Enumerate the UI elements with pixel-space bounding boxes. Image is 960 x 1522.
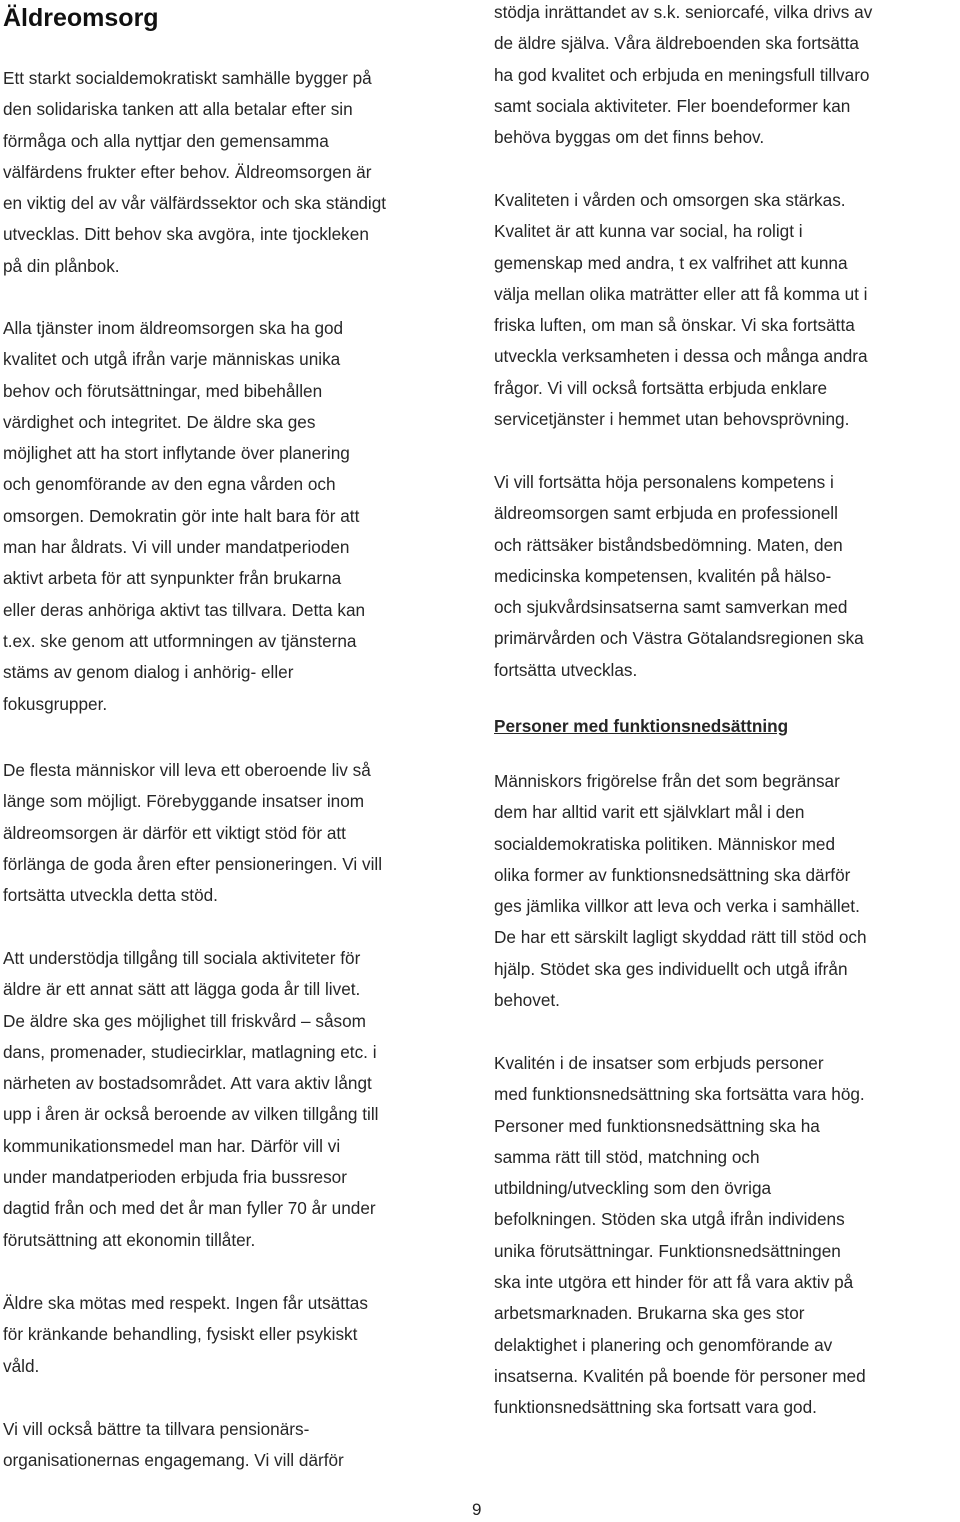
text-line: med funktionsnedsättning ska fortsätta vara hög.	[494, 1084, 865, 1105]
text-line: omsorgen. Demokratin gör inte halt bara för att	[3, 505, 360, 526]
text-line: länge som möjligt. Förebyggande insatser inom	[3, 791, 365, 812]
text-line: under mandatperioden erbjuda fria bussresor	[3, 1167, 347, 1188]
text-line: välfärdens frukter efter behov. Äldreomsorgen är	[3, 161, 372, 182]
text-line: medicinska kompetensen, kvalitén på hälso-	[494, 565, 832, 586]
text-line: ges jämlika villkor att leva och verka i samhället.	[494, 896, 860, 917]
text-line: och genomförande av den egna vården och	[3, 474, 336, 495]
text-line: den solidariska tanken att alla betalar efter sin	[3, 99, 353, 120]
left-paragraph-6	[3, 1414, 344, 1477]
text-line: befolkningen. Stöden ska utgå ifrån individens	[494, 1209, 845, 1230]
text-line: Alla tjänster inom äldreomsorgen ska ha god	[3, 318, 344, 338]
page-number: 9	[472, 1500, 482, 1519]
text-line: Ett starkt socialdemokratiskt samhälle bygger på	[3, 68, 372, 88]
text-line: Kvalitet är att kunna var social, ha roligt i	[494, 221, 803, 242]
left-paragraph-4	[3, 943, 378, 1256]
text-line: funktionsnedsättning ska fortsatt vara god.	[494, 1397, 817, 1418]
text-line: insatserna. Kvalitén på boende för personer med	[494, 1365, 866, 1386]
text-line: närheten av bostadsområdet. Att vara aktiv långt	[3, 1073, 372, 1094]
left-paragraph-5	[3, 1288, 368, 1382]
text-line: de äldre själva. Våra äldreboenden ska fortsätta	[494, 33, 859, 54]
text-line: förlänga de goda åren efter pensioneringen. Vi vill	[3, 853, 383, 874]
text-line: och sjukvårdsinsatserna samt samverkan med	[494, 597, 848, 618]
left-paragraph-3	[3, 755, 382, 911]
text-line: De äldre ska ges möjlighet till friskvård – såsom	[3, 1010, 366, 1031]
text-line: gemenskap med andra, t ex valfrihet att kunna	[494, 252, 848, 273]
text-line: arbetsmarknaden. Brukarna ska ges stor	[494, 1303, 805, 1324]
text-line: De har ett särskilt lagligt skyddad rätt till stöd och	[494, 927, 867, 948]
text-line: hjälp. Stödet ska ges individuellt och utgå ifrån	[494, 958, 848, 979]
text-line: upp i åren är också beroende av vilken tillgång till	[3, 1104, 379, 1125]
text-line: Människors frigörelse från det som begränsar	[494, 771, 840, 791]
text-line: äldre är ett annat sätt att lägga goda år till livet.	[3, 979, 361, 1000]
text-line: Personer med funktionsnedsättning ska ha	[494, 1115, 820, 1136]
text-line: behovet.	[494, 990, 560, 1011]
right-paragraph-3	[494, 467, 864, 686]
text-line: kvalitet och utgå ifrån varje människas unika	[3, 349, 341, 370]
text-line: stödja inrättandet av s.k. seniorcafé, vilka drivs av	[494, 2, 873, 22]
text-line: Vi vill också bättre ta tillvara pensionärs-	[3, 1419, 310, 1439]
text-line: samma rätt till stöd, matchning och	[494, 1146, 760, 1167]
text-line: kommunikationsmedel man har. Därför vill vi	[3, 1135, 341, 1156]
left-paragraph-1	[3, 63, 386, 282]
text-line: Äldre ska mötas med respekt. Ingen får utsättas	[3, 1293, 368, 1313]
text-line: välja mellan olika maträtter eller att få komma ut i	[494, 283, 868, 304]
text-line: servicetjänster i hemmet utan behovsprövning.	[494, 409, 850, 430]
text-line: friska luften, om man så önskar. Vi ska fortsätta	[494, 315, 855, 336]
text-line: utvecklas. Ditt behov ska avgöra, inte tjockleken	[3, 224, 369, 245]
text-line: utbildning/utveckling som den övriga	[494, 1178, 772, 1199]
text-line: en viktig del av vår välfärdssektor och ska ständigt	[3, 193, 387, 214]
text-line: primärvården och Västra Götalandsregionen ska	[494, 628, 864, 649]
text-line: man har åldrats. Vi vill under mandatperioden	[3, 537, 350, 558]
right-paragraph-2	[494, 185, 868, 435]
text-line: dans, promenader, studiecirklar, matlagning etc. i	[3, 1041, 377, 1062]
text-line: och rättsäker biståndsbedömning. Maten, den	[494, 534, 843, 555]
text-line: fortsätta utvecklas.	[494, 659, 638, 680]
text-line: samt sociala aktiviteter. Fler boendeformer kan	[494, 95, 851, 116]
right-paragraph-5	[494, 1048, 866, 1424]
text-line: delaktighet i planering och genomförande av	[494, 1334, 833, 1355]
text-line: dagtid från och med det år man fyller 70 år under	[3, 1198, 376, 1219]
text-line: för kränkande behandling, fysiskt eller psykiskt	[3, 1324, 358, 1345]
text-line: t.ex. ske genom att utformningen av tjänsterna	[3, 630, 357, 651]
text-line: utveckla verksamheten i dessa och många andra	[494, 346, 868, 367]
text-line: ska inte utgöra ett hinder för att få vara aktiv på	[494, 1272, 854, 1293]
left-paragraph-2	[3, 313, 365, 720]
text-line: Vi vill fortsätta höja personalens kompetens i	[494, 472, 834, 492]
text-line: frågor. Vi vill också fortsätta erbjuda enklare	[494, 377, 828, 398]
text-line: våld.	[3, 1355, 40, 1376]
text-line: olika former av funktionsnedsättning ska därför	[494, 864, 851, 885]
text-line: fortsätta utveckla detta stöd.	[3, 885, 218, 906]
text-line: organisationernas engagemang. Vi vill därför	[3, 1450, 344, 1471]
right-paragraph-4	[494, 766, 867, 1016]
text-line: dem har alltid varit ett självklart mål i den	[494, 802, 805, 823]
text-line: Att understödja tillgång till sociala aktiviteter för	[3, 948, 361, 968]
text-line: De flesta människor vill leva ett oberoende liv så	[3, 760, 371, 780]
page-title: Äldreomsorg	[3, 4, 159, 32]
text-line: värdighet och integritet. De äldre ska ges	[3, 411, 316, 432]
text-line: förmåga och alla nyttjar den gemensamma	[3, 130, 329, 151]
text-line: möjlighet att ha stort inflytande över planering	[3, 443, 350, 464]
text-line: ha god kvalitet och erbjuda en meningsfull tillvaro	[494, 64, 870, 85]
text-line: förutsättning att ekonomin tillåter.	[3, 1229, 256, 1250]
text-line: aktivt arbeta för att synpunkter från brukarna	[3, 568, 342, 589]
text-line: stäms av genom dialog i anhörig- eller	[3, 662, 294, 683]
text-line: behöva byggas om det finns behov.	[494, 127, 765, 148]
text-line: socialdemokratiska politiken. Människor med	[494, 833, 836, 854]
section-heading: Personer med funktionsnedsättning	[494, 716, 789, 736]
text-line: unika förutsättningar. Funktionsnedsättningen	[494, 1240, 841, 1261]
text-line: behov och förutsättningar, med bibehållen	[3, 380, 323, 401]
text-line: Kvaliteten i vården och omsorgen ska stärkas.	[494, 190, 846, 210]
text-line: på din plånbok.	[3, 255, 120, 276]
text-line: Kvalitén i de insatser som erbjuds personer	[494, 1053, 824, 1073]
text-line: eller deras anhöriga aktivt tas tillvara. Detta kan	[3, 599, 366, 620]
text-line: äldreomsorgen samt erbjuda en professionell	[494, 503, 838, 524]
text-line: fokusgrupper.	[3, 693, 108, 714]
text-line: äldreomsorgen är därför ett viktigt stöd för att	[3, 822, 346, 843]
right-paragraph-1	[494, 0, 872, 153]
